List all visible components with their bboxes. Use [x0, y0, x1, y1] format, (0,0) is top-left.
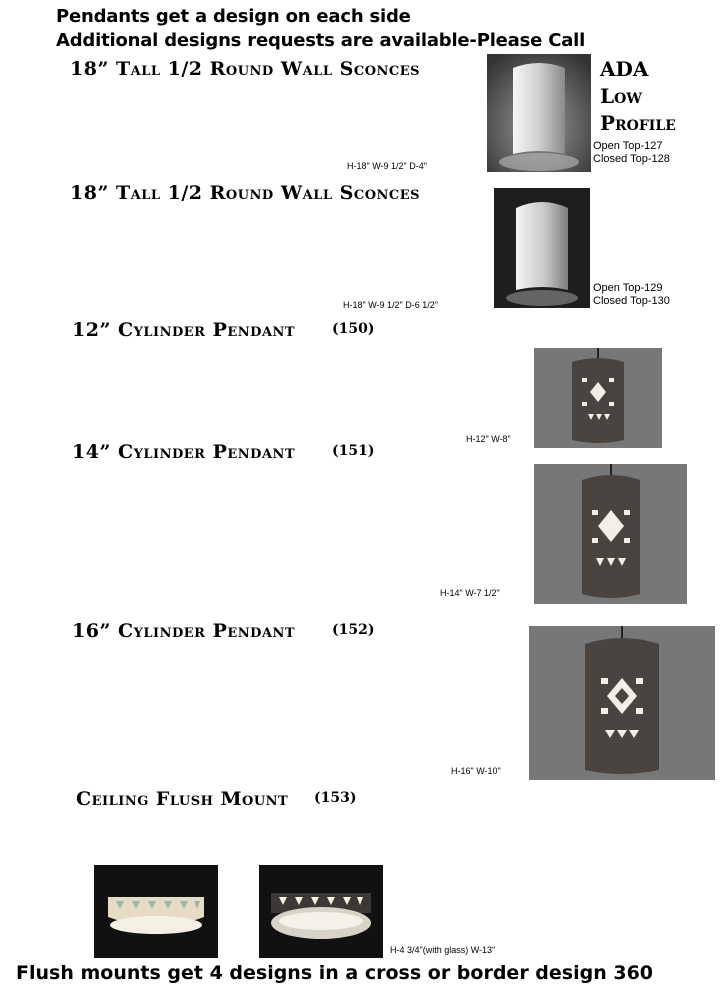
footer-note: Flush mounts get 4 designs in a cross or border design 360: [16, 962, 654, 984]
product-code-152: (152): [332, 622, 375, 638]
header-line-2: Additional designs requests are available-Please Call: [56, 30, 586, 51]
pendant-photo-16: [529, 626, 715, 780]
product-title-pendant-16: 16” Cylinder Pendant: [72, 620, 296, 642]
pendant-12-dims: H-12" W-8": [466, 434, 511, 444]
ada-line-2: Low: [600, 84, 642, 108]
product-title-pendant-14: 14” Cylinder Pendant: [72, 441, 296, 463]
product-code-153: (153): [314, 790, 357, 806]
open-top-127: Open Top-127: [593, 140, 663, 152]
closed-top-128: Closed Top-128: [593, 153, 670, 165]
sconce-1-tops: [593, 140, 670, 166]
ada-label: [600, 56, 676, 137]
open-top-129: Open Top-129: [593, 282, 663, 294]
ada-line-1: ADA: [600, 57, 649, 81]
flush-mount-photo-2: [259, 865, 383, 958]
product-code-150: (150): [332, 321, 375, 337]
product-title-sconce-1: 18” Tall 1/2 Round Wall Sconces: [70, 58, 421, 80]
product-title-flush-mount: Ceiling Flush Mount: [76, 788, 289, 810]
pendant-photo-12: [534, 348, 662, 448]
sconce-2-dims: H-18" W-9 1/2" D-6 1/2": [343, 300, 438, 310]
sconce-photo-2: [494, 188, 590, 308]
ada-line-3: Profile: [600, 111, 676, 135]
pendant-14-dims: H-14" W-7 1/2": [440, 588, 500, 598]
flush-mount-photo-1: [94, 865, 218, 958]
product-title-pendant-12: 12” Cylinder Pendant: [72, 319, 296, 341]
pendant-16-dims: H-16" W-10": [451, 766, 501, 776]
flush-mount-dims: H-4 3/4"(with glass) W-13": [390, 945, 496, 955]
sconce-2-tops: [593, 282, 670, 308]
product-code-151: (151): [332, 443, 375, 459]
pendant-photo-14: [534, 464, 687, 604]
header-line-1: Pendants get a design on each side: [56, 6, 411, 27]
sconce-photo-1: [487, 54, 591, 172]
closed-top-130: Closed Top-130: [593, 295, 670, 307]
sconce-1-dims: H-18" W-9 1/2" D-4": [347, 161, 427, 171]
product-title-sconce-2: 18” Tall 1/2 Round Wall Sconces: [70, 182, 421, 204]
